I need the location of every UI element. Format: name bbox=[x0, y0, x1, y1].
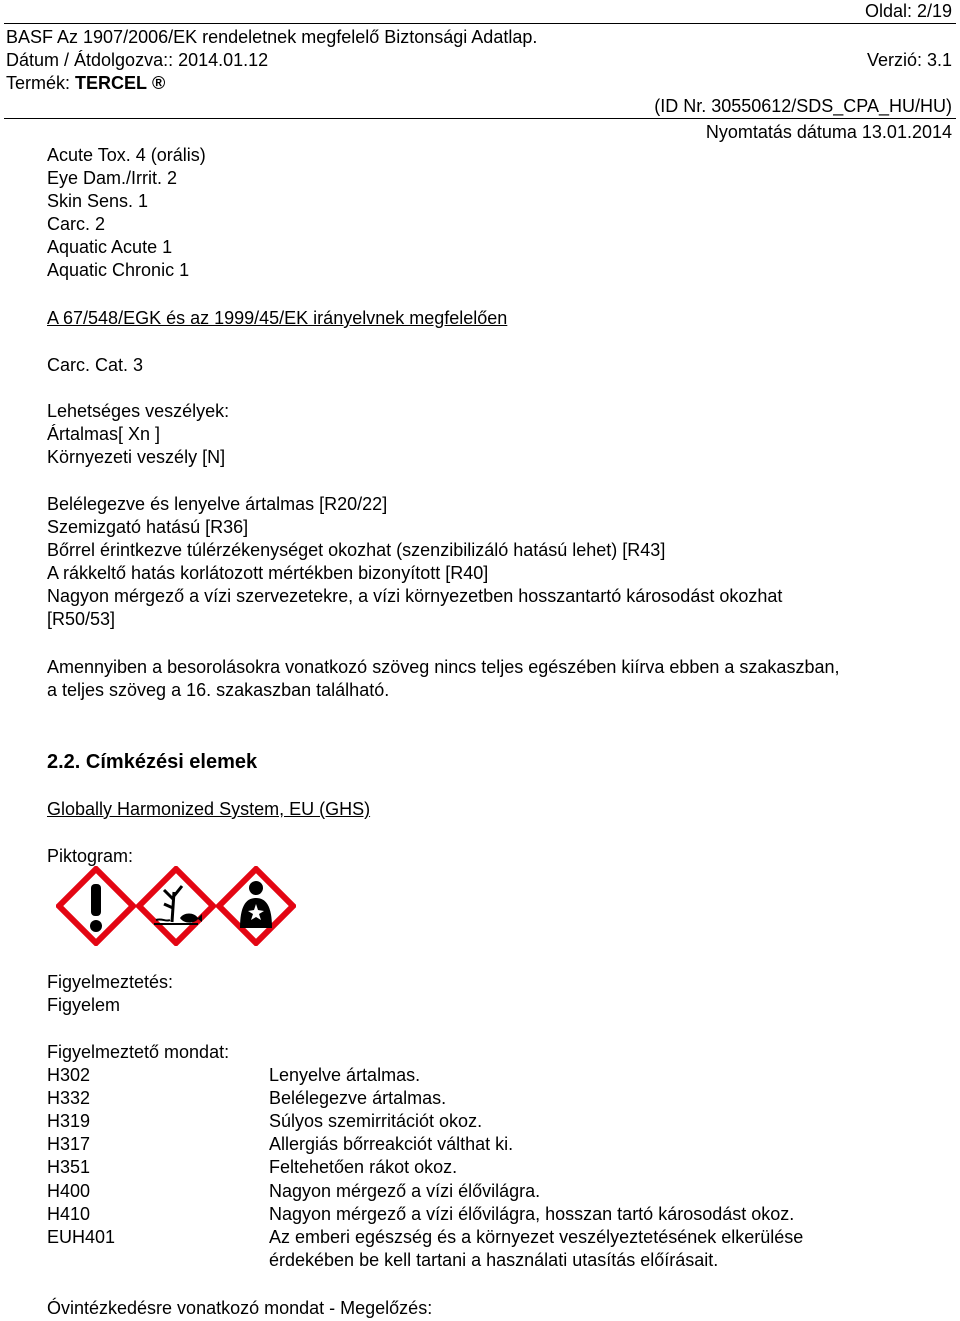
list-item: Carc. 2 bbox=[47, 214, 106, 234]
h-code: H317 bbox=[47, 1134, 91, 1154]
document-title: BASF Az 1907/2006/EK rendeletnek megfelelő Biztonsági Adatlap. bbox=[6, 27, 538, 47]
signal-label: Figyelmeztetés: bbox=[47, 972, 174, 992]
carc-category: Carc. Cat. 3 bbox=[47, 355, 144, 375]
h-code: H302 bbox=[47, 1065, 91, 1085]
list-item: Ártalmas[ Xn ] bbox=[47, 424, 161, 444]
h-code: H400 bbox=[47, 1181, 91, 1201]
list-item: Skin Sens. 1 bbox=[47, 191, 149, 211]
h-text: Allergiás bőrreakciót válthat ki. bbox=[269, 1134, 514, 1154]
note-line: a teljes szöveg a 16. szakaszban található. bbox=[47, 680, 390, 700]
h-text: Súlyos szemirritációt okoz. bbox=[269, 1111, 483, 1131]
list-item: [R50/53] bbox=[47, 609, 116, 629]
ghs-heading: Globally Harmonized System, EU (GHS) bbox=[47, 799, 371, 819]
note-line: Amennyiben a besorolásokra vonatkozó szöveg nincs teljes egészében kiírva ebben a szakaszban, bbox=[47, 657, 840, 677]
page-number: Oldal: 2/19 bbox=[864, 1, 952, 21]
section-title: 2.2. Címkézési elemek bbox=[47, 751, 258, 773]
h-text: Belélegezve ártalmas. bbox=[269, 1088, 447, 1108]
product-label: Termék: bbox=[6, 73, 71, 93]
table-row bbox=[0, 1156, 960, 1179]
r-phrases bbox=[47, 493, 782, 631]
registered-mark: ® bbox=[152, 73, 166, 93]
h-text-continued: érdekében be kell tartani a használati utasítás előírásait. bbox=[269, 1250, 719, 1270]
environment-icon bbox=[136, 866, 216, 946]
table-row bbox=[0, 1203, 960, 1226]
directive-heading: A 67/548/EGK és az 1999/45/EK irányelvnek megfelelően bbox=[47, 308, 508, 328]
version: Verzió: 3.1 bbox=[866, 50, 952, 70]
table-row bbox=[0, 1064, 960, 1087]
print-date: Nyomtatás dátuma 13.01.2014 bbox=[705, 122, 952, 142]
precaution-title: Óvintézkedésre vonatkozó mondat - Megelőzés: bbox=[47, 1298, 433, 1318]
health-hazard-icon bbox=[216, 866, 296, 946]
list-item: Nagyon mérgező a vízi szervezetekre, a vízi környezetben hosszantartó károsodást okozhat bbox=[47, 586, 783, 606]
h-code: H410 bbox=[47, 1204, 91, 1224]
product-line bbox=[6, 72, 165, 94]
table-row bbox=[0, 1226, 960, 1272]
product-name: TERCEL bbox=[75, 73, 148, 93]
h-text: Az emberi egészség és a környezet veszélyeztetésének elkerülése bbox=[269, 1227, 804, 1247]
signal-word-block bbox=[47, 971, 173, 1017]
h-text: Nagyon mérgező a vízi élővilágra. bbox=[269, 1181, 541, 1201]
header-top-rule bbox=[4, 23, 956, 24]
table-row bbox=[0, 1180, 960, 1203]
list-item: A rákkeltő hatás korlátozott mértékben bizonyított [R40] bbox=[47, 563, 489, 583]
pictogram-label: Piktogram: bbox=[47, 846, 134, 866]
h-code: H332 bbox=[47, 1088, 91, 1108]
hazard-statements bbox=[0, 1064, 960, 1274]
list-item: Bőrrel érintkezve túlérzékenységet okozhat (szenzibilizáló hatású lehet) [R43] bbox=[47, 540, 666, 560]
table-row bbox=[0, 1133, 960, 1156]
list-item: Acute Tox. 4 (orális) bbox=[47, 145, 206, 165]
table-row bbox=[0, 1110, 960, 1133]
hazard-statements-title: Figyelmeztető mondat: bbox=[47, 1042, 230, 1062]
revision-date: Dátum / Átdolgozva:: 2014.01.12 bbox=[6, 50, 269, 70]
h-text: Lenyelve ártalmas. bbox=[269, 1065, 421, 1085]
list-item: Környezeti veszély [N] bbox=[47, 447, 226, 467]
hazards-title: Lehetséges veszélyek: bbox=[47, 401, 230, 421]
table-row bbox=[0, 1087, 960, 1110]
list-item: Eye Dam./Irrit. 2 bbox=[47, 168, 178, 188]
h-code: H319 bbox=[47, 1111, 91, 1131]
list-item: Aquatic Chronic 1 bbox=[47, 260, 190, 280]
h-text: Feltehetően rákot okoz. bbox=[269, 1157, 458, 1177]
header-bottom-rule bbox=[4, 118, 956, 119]
exclamation-mark-icon bbox=[56, 866, 136, 946]
signal-word: Figyelem bbox=[47, 995, 121, 1015]
hazards-block bbox=[47, 400, 229, 469]
list-item: Belélegezve és lenyelve ártalmas [R20/22] bbox=[47, 494, 388, 514]
h-code: EUH401 bbox=[47, 1227, 116, 1247]
h-code: H351 bbox=[47, 1157, 91, 1177]
list-item: Szemizgató hatású [R36] bbox=[47, 517, 249, 537]
classification-list bbox=[47, 144, 206, 282]
list-item: Aquatic Acute 1 bbox=[47, 237, 173, 257]
id-number: (ID Nr. 30550612/SDS_CPA_HU/HU) bbox=[654, 96, 952, 116]
h-text: Nagyon mérgező a vízi élővilágra, hosszan tartó károsodást okoz. bbox=[269, 1204, 795, 1224]
classification-note bbox=[47, 656, 839, 702]
